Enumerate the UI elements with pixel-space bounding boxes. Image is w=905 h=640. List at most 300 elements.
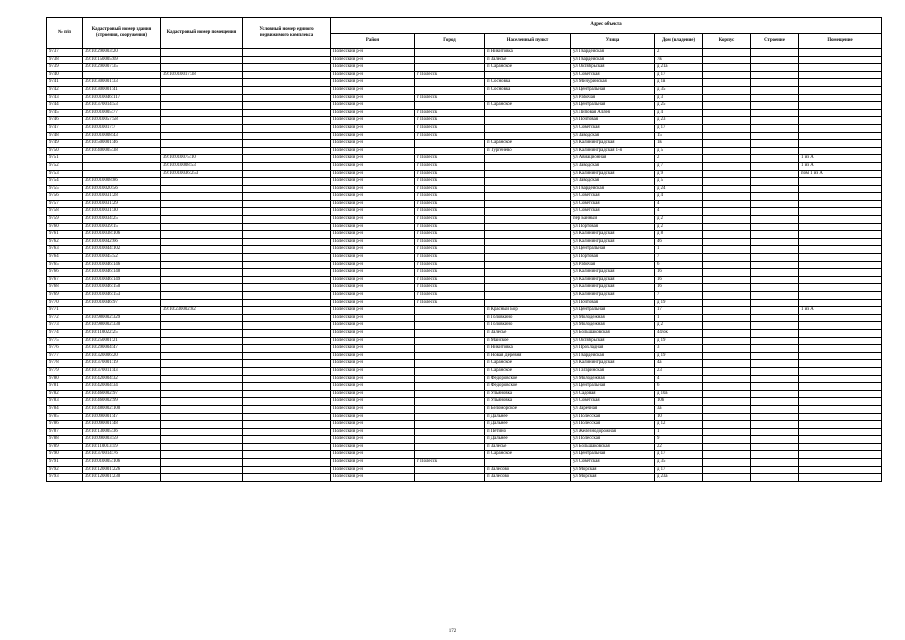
table-cell: д 19: [655, 299, 703, 307]
table-cell: [161, 147, 243, 155]
table-cell: 39:10:300001:33: [83, 79, 161, 87]
table-row: [47, 117, 882, 125]
table-cell: Полесский р-н: [331, 428, 415, 436]
table-cell: 9792: [47, 466, 83, 474]
table-cell: п Никитовка: [485, 49, 571, 57]
table-cell: [751, 405, 799, 413]
table-cell: ул Рабочая: [571, 261, 655, 269]
table-cell: [243, 398, 331, 406]
table-cell: 39:10:010005:77: [83, 109, 161, 117]
table-cell: 9751: [47, 155, 83, 163]
table-cell: ул Полесская: [571, 421, 655, 429]
table-cell: 16: [655, 269, 703, 277]
table-cell: [799, 117, 882, 125]
table-cell: 39:10:010046:149: [83, 276, 161, 284]
table-cell: пом 1 из А: [799, 170, 882, 178]
table-cell: [799, 466, 882, 474]
table-row: [47, 284, 882, 292]
table-cell: [161, 79, 243, 87]
table-cell: [243, 132, 331, 140]
table-cell: [161, 360, 243, 368]
table-cell: г Полесск: [415, 193, 485, 201]
table-row: [47, 261, 882, 269]
table-cell: [415, 140, 485, 148]
table-cell: [161, 466, 243, 474]
table-cell: ул Заводская: [571, 178, 655, 186]
table-cell: [751, 79, 799, 87]
table-cell: [703, 443, 751, 451]
table-cell: 2: [655, 155, 703, 163]
table-cell: 39:10:010031:30: [83, 208, 161, 216]
table-cell: [799, 276, 882, 284]
table-cell: [751, 299, 799, 307]
table-cell: [799, 284, 882, 292]
table-cell: [799, 428, 882, 436]
table-cell: ул Садовая: [571, 390, 655, 398]
table-cell: 22: [655, 443, 703, 451]
table-cell: [161, 284, 243, 292]
table-cell: [243, 360, 331, 368]
table-cell: Полесский р-н: [331, 94, 415, 102]
table-row: [47, 292, 882, 300]
col-settlement-header: Населенный пункт: [485, 33, 571, 49]
table-cell: [161, 345, 243, 353]
table-cell: [751, 383, 799, 391]
table-cell: [751, 352, 799, 360]
table-cell: [243, 292, 331, 300]
table-cell: [415, 345, 485, 353]
table-cell: ул Калининградская 1-я: [571, 147, 655, 155]
table-cell: ул Советская: [571, 208, 655, 216]
table-cell: [415, 367, 485, 375]
table-cell: ул Портовая: [571, 223, 655, 231]
table-cell: 9749: [47, 140, 83, 148]
table-cell: [485, 216, 571, 224]
table-cell: [415, 474, 485, 482]
table-cell: [703, 375, 751, 383]
table-cell: ул Гвардейская: [571, 352, 655, 360]
table-cell: 9745: [47, 109, 83, 117]
table-cell: 9791: [47, 459, 83, 467]
table-cell: [751, 56, 799, 64]
table-cell: 46: [655, 238, 703, 246]
table-cell: п Новая Деревня: [485, 352, 571, 360]
table-cell: ул Почтовая: [571, 117, 655, 125]
table-cell: Полесский р-н: [331, 390, 415, 398]
table-cell: 16: [655, 276, 703, 284]
table-cell: [703, 49, 751, 57]
table-cell: г Полесск: [415, 231, 485, 239]
table-cell: ул Калининградская: [571, 170, 655, 178]
table-cell: [161, 223, 243, 231]
table-cell: [485, 109, 571, 117]
table-cell: [703, 238, 751, 246]
table-cell: Полесский р-н: [331, 200, 415, 208]
table-cell: Полесский р-н: [331, 124, 415, 132]
table-cell: ул Морская: [571, 466, 655, 474]
table-cell: 39:10:120001:230: [83, 474, 161, 482]
table-cell: 9773: [47, 322, 83, 330]
table-cell: [83, 170, 161, 178]
table-cell: ул Калининградская: [571, 269, 655, 277]
table-cell: [243, 284, 331, 292]
table-cell: [243, 155, 331, 163]
table-cell: 39:10:010046:153: [83, 292, 161, 300]
table-row: [47, 329, 882, 337]
table-cell: [751, 246, 799, 254]
table-cell: 9746: [47, 117, 83, 125]
table-cell: д 4: [655, 193, 703, 201]
table-cell: [161, 428, 243, 436]
table-cell: [799, 109, 882, 117]
table-cell: 39:10:500001:46: [83, 140, 161, 148]
table-cell: [703, 246, 751, 254]
table-cell: 9747: [47, 124, 83, 132]
table-cell: [161, 178, 243, 186]
table-cell: [799, 451, 882, 459]
table-cell: [799, 140, 882, 148]
table-cell: ул Советская: [571, 200, 655, 208]
table-cell: [243, 345, 331, 353]
table-cell: 10: [655, 413, 703, 421]
table-cell: [243, 451, 331, 459]
table-cell: [243, 94, 331, 102]
table-cell: [703, 124, 751, 132]
table-cell: ул Заречная: [571, 405, 655, 413]
table-cell: Полесский р-н: [331, 193, 415, 201]
table-row: [47, 352, 882, 360]
table-cell: Полесский р-н: [331, 299, 415, 307]
table-cell: [799, 86, 882, 94]
table-cell: г Полесск: [415, 155, 485, 163]
table-cell: [243, 49, 331, 57]
table-row: [47, 49, 882, 57]
table-row: [47, 216, 882, 224]
table-cell: п Залесово: [485, 474, 571, 482]
table-cell: [751, 375, 799, 383]
table-cell: 39:10:370001:19: [83, 360, 161, 368]
table-cell: Полесский р-н: [331, 216, 415, 224]
table-cell: г Полесск: [415, 94, 485, 102]
table-cell: [703, 269, 751, 277]
table-cell: [485, 155, 571, 163]
table-cell: Полесский р-н: [331, 140, 415, 148]
table-cell: 9762: [47, 238, 83, 246]
table-cell: д 2: [655, 216, 703, 224]
table-cell: [751, 466, 799, 474]
table-cell: п Ульяновка: [485, 398, 571, 406]
table-cell: [751, 170, 799, 178]
table-cell: г Полесск: [415, 178, 485, 186]
table-cell: 9752: [47, 162, 83, 170]
table-cell: [703, 208, 751, 216]
table-cell: [161, 56, 243, 64]
table-cell: 9780: [47, 375, 83, 383]
table-cell: 9753: [47, 170, 83, 178]
table-row: [47, 64, 882, 72]
table-cell: [751, 307, 799, 315]
table-cell: г Полесск: [415, 299, 485, 307]
table-cell: г Полесск: [415, 223, 485, 231]
table-cell: ул Калининградская: [571, 231, 655, 239]
table-cell: [751, 337, 799, 345]
table-cell: [485, 246, 571, 254]
table-cell: п Федоровское: [485, 375, 571, 383]
table-cell: [751, 132, 799, 140]
table-cell: ул Центральная: [571, 102, 655, 110]
table-cell: 4: [655, 208, 703, 216]
table-cell: 4: [655, 375, 703, 383]
table-cell: д 25: [655, 102, 703, 110]
table-cell: ул Заводская: [571, 162, 655, 170]
address-group-header: Адрес объекта: [331, 18, 882, 34]
table-cell: [703, 216, 751, 224]
table-cell: Полесский р-н: [331, 86, 415, 94]
table-cell: Полесский р-н: [331, 436, 415, 444]
table-cell: [161, 208, 243, 216]
table-cell: 1: [655, 314, 703, 322]
table-cell: [703, 223, 751, 231]
table-cell: [161, 231, 243, 239]
table-cell: [751, 208, 799, 216]
table-cell: г Полесск: [415, 284, 485, 292]
table-cell: 39:10:400005:38: [83, 147, 161, 155]
table-cell: г Полесск: [415, 276, 485, 284]
table-cell: 9766: [47, 269, 83, 277]
table-cell: ул Мичуринская: [571, 79, 655, 87]
table-cell: г Полесск: [415, 261, 485, 269]
table-cell: [799, 299, 882, 307]
table-cell: ул Заводская: [571, 132, 655, 140]
table-cell: 9778: [47, 360, 83, 368]
table-cell: п Головкино: [485, 314, 571, 322]
table-cell: [799, 102, 882, 110]
table-cell: [243, 223, 331, 231]
col-city-header: Город: [415, 33, 485, 49]
table-cell: [161, 352, 243, 360]
table-cell: [415, 451, 485, 459]
table-cell: Полесский р-н: [331, 322, 415, 330]
table-cell: г Полесск: [415, 124, 485, 132]
table-cell: [799, 390, 882, 398]
table-cell: г Полесск: [415, 185, 485, 193]
table-cell: [799, 337, 882, 345]
table-cell: [751, 185, 799, 193]
table-cell: [415, 102, 485, 110]
table-cell: [751, 124, 799, 132]
table-cell: [703, 322, 751, 330]
table-cell: [83, 162, 161, 170]
table-cell: [751, 314, 799, 322]
table-cell: [243, 231, 331, 239]
table-cell: 39:10:460002:99: [83, 398, 161, 406]
table-cell: [161, 329, 243, 337]
table-cell: 39:10:370011:43: [83, 367, 161, 375]
col-stroenie-header: Строение: [751, 33, 799, 49]
table-cell: Полесский р-н: [331, 413, 415, 421]
table-cell: 4: [655, 200, 703, 208]
table-cell: [703, 360, 751, 368]
table-cell: г Полесск: [415, 216, 485, 224]
table-cell: [751, 223, 799, 231]
table-cell: 9760: [47, 223, 83, 231]
table-cell: Полесский р-н: [331, 117, 415, 125]
table-cell: [703, 109, 751, 117]
table-cell: [751, 140, 799, 148]
table-cell: 16: [655, 284, 703, 292]
table-cell: Полесский р-н: [331, 64, 415, 72]
table-cell: [751, 269, 799, 277]
table-cell: Полесский р-н: [331, 352, 415, 360]
table-cell: [243, 337, 331, 345]
table-cell: 9756: [47, 193, 83, 201]
table-cell: [751, 238, 799, 246]
table-cell: [161, 216, 243, 224]
table-cell: п Федоровское: [485, 383, 571, 391]
table-cell: [703, 345, 751, 353]
table-cell: [799, 147, 882, 155]
table-cell: ул Гвардейская: [571, 56, 655, 64]
table-cell: 39:10:010034:25: [83, 216, 161, 224]
table-row: [47, 124, 882, 132]
table-cell: 9739: [47, 64, 83, 72]
table-cell: Полесский р-н: [331, 345, 415, 353]
table-cell: [751, 261, 799, 269]
table-cell: [243, 56, 331, 64]
table-cell: [243, 474, 331, 482]
table-cell: [161, 200, 243, 208]
table-cell: г Полесск: [415, 132, 485, 140]
table-cell: 39:10:010046:148: [83, 269, 161, 277]
table-cell: [161, 254, 243, 262]
table-cell: [415, 405, 485, 413]
table-cell: [243, 299, 331, 307]
table-cell: [161, 86, 243, 94]
table-cell: Полесский р-н: [331, 398, 415, 406]
table-cell: [703, 284, 751, 292]
table-row: [47, 94, 882, 102]
table-cell: [799, 329, 882, 337]
table-cell: ул Полесская: [571, 436, 655, 444]
table-cell: ул Центральная: [571, 246, 655, 254]
table-cell: [703, 405, 751, 413]
table-cell: [751, 360, 799, 368]
table-cell: [161, 109, 243, 117]
table-cell: [703, 474, 751, 482]
table-cell: 7в: [655, 56, 703, 64]
table-row: [47, 299, 882, 307]
table-cell: [799, 71, 882, 79]
table-cell: г Полесск: [415, 238, 485, 246]
table-cell: [799, 292, 882, 300]
table-cell: [243, 170, 331, 178]
table-cell: [161, 405, 243, 413]
table-row: [47, 178, 882, 186]
table-cell: [799, 200, 882, 208]
table-cell: Полесский р-н: [331, 329, 415, 337]
table-cell: д 10а: [655, 390, 703, 398]
table-cell: [415, 466, 485, 474]
table-row: [47, 56, 882, 64]
table-cell: 23: [655, 367, 703, 375]
table-cell: 39:10:980002:329: [83, 314, 161, 322]
table-cell: д 17: [655, 466, 703, 474]
table-cell: 39:10:090001:48: [83, 421, 161, 429]
table-cell: [799, 238, 882, 246]
table-cell: 9755: [47, 185, 83, 193]
table-cell: [243, 276, 331, 284]
table-cell: [703, 155, 751, 163]
col-district-header: Район: [331, 33, 415, 49]
table-cell: [799, 345, 882, 353]
table-cell: 39:10:370014:76: [83, 451, 161, 459]
table-cell: [751, 178, 799, 186]
table-cell: [161, 132, 243, 140]
table-cell: [485, 261, 571, 269]
table-cell: [161, 124, 243, 132]
table-cell: Полесский р-н: [331, 238, 415, 246]
table-cell: [415, 79, 485, 87]
table-cell: [243, 102, 331, 110]
table-cell: [83, 71, 161, 79]
table-cell: Полесский р-н: [331, 459, 415, 467]
table-cell: д 23а: [655, 474, 703, 482]
table-cell: 1 из А: [799, 307, 882, 315]
table-cell: д 9: [655, 170, 703, 178]
table-cell: [415, 421, 485, 429]
table-cell: [751, 436, 799, 444]
table-cell: 9759: [47, 216, 83, 224]
col-korpus-header: Корпус: [703, 33, 751, 49]
table-cell: [751, 276, 799, 284]
table-cell: [703, 276, 751, 284]
table-cell: ул Авиационная: [571, 155, 655, 163]
table-cell: [703, 170, 751, 178]
table-cell: Полесский р-н: [331, 170, 415, 178]
table-cell: [243, 421, 331, 429]
table-cell: 39:10:110022:25: [83, 329, 161, 337]
table-cell: 9770: [47, 299, 83, 307]
table-cell: 9742: [47, 86, 83, 94]
table-cell: Полесский р-н: [331, 375, 415, 383]
table-cell: [243, 162, 331, 170]
table-cell: [415, 307, 485, 315]
table-row: [47, 162, 882, 170]
table-cell: ул Гагаринская: [571, 367, 655, 375]
table-cell: 9775: [47, 337, 83, 345]
table-cell: [161, 193, 243, 201]
table-cell: [243, 322, 331, 330]
table-cell: 39:10:250001:21: [83, 337, 161, 345]
table-cell: [415, 329, 485, 337]
register-table: [46, 17, 882, 482]
table-cell: г Полесск: [415, 170, 485, 178]
table-cell: д 35: [655, 459, 703, 467]
table-cell: [485, 132, 571, 140]
table-cell: 39:10:120001:226: [83, 466, 161, 474]
table-cell: 9783: [47, 398, 83, 406]
table-cell: [243, 254, 331, 262]
table-cell: Полесский р-н: [331, 405, 415, 413]
table-cell: д 17: [655, 451, 703, 459]
table-cell: 39:10:010008:53: [161, 162, 243, 170]
table-cell: [703, 428, 751, 436]
table-cell: [415, 337, 485, 345]
table-cell: ул Советская: [571, 398, 655, 406]
table-cell: [751, 49, 799, 57]
table-cell: [485, 284, 571, 292]
table-cell: [415, 390, 485, 398]
